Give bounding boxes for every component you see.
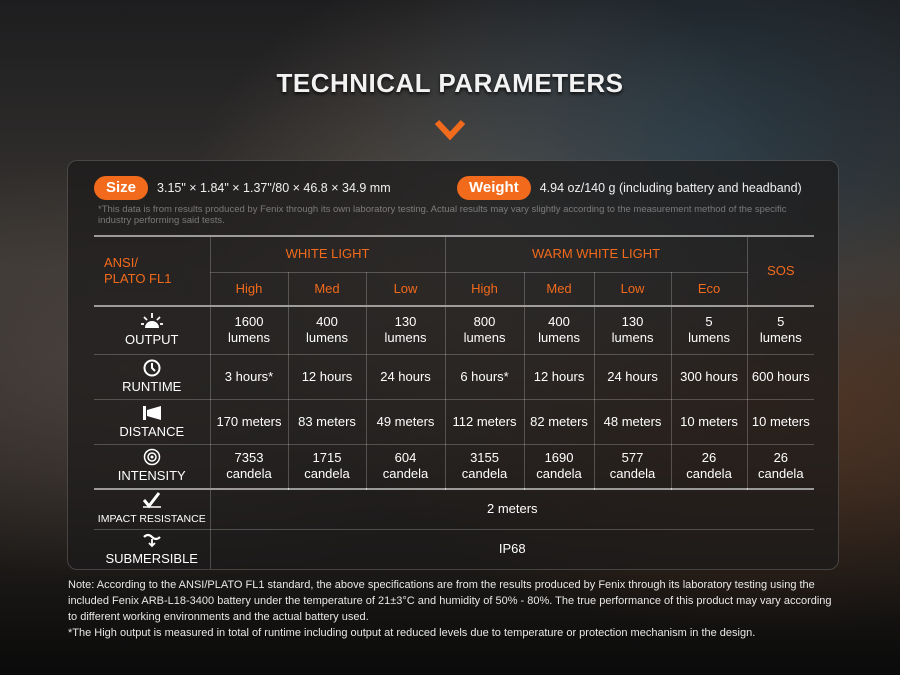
value-cell: 300 hours bbox=[671, 354, 747, 399]
target-intensity-icon bbox=[141, 448, 163, 466]
mode-header: High bbox=[445, 272, 524, 306]
value-cell: 577 candela bbox=[594, 444, 671, 489]
value-cell: 1690 candela bbox=[524, 444, 594, 489]
page-title: TECHNICAL PARAMETERS bbox=[276, 68, 624, 98]
white-light-header: WHITE LIGHT bbox=[210, 236, 445, 272]
mode-header: Med bbox=[288, 272, 366, 306]
value-cell: 82 meters bbox=[524, 399, 594, 444]
testing-disclaimer: *This data is from results produced by Fenix through its own laboratory testing. Actual results may vary slightly according to the measurement method of the specific industry performing said tests. bbox=[98, 204, 787, 226]
value-cell: 24 hours bbox=[594, 354, 671, 399]
sun-burst-icon bbox=[141, 312, 163, 330]
value-cell: 12 hours bbox=[288, 354, 366, 399]
output-row-label: OUTPUT bbox=[94, 306, 210, 354]
runtime-row-label: RUNTIME bbox=[94, 354, 210, 399]
size-spec bbox=[94, 176, 391, 200]
value-cell: 400 lumens bbox=[288, 306, 366, 354]
submersible-label: SUBMERSIBLE bbox=[94, 529, 210, 569]
weight-badge: Weight bbox=[457, 176, 531, 200]
mode-header: Eco bbox=[671, 272, 747, 306]
mode-header: Low bbox=[366, 272, 445, 306]
impact-icon bbox=[141, 491, 163, 509]
value-cell: 10 meters bbox=[671, 399, 747, 444]
footnote bbox=[68, 577, 838, 641]
value-cell: 3155 candela bbox=[445, 444, 524, 489]
value-cell: 600 hours bbox=[747, 354, 814, 399]
value-cell: 1715 candela bbox=[288, 444, 366, 489]
value-cell: 130 lumens bbox=[366, 306, 445, 354]
value-cell: 6 hours* bbox=[445, 354, 524, 399]
mode-header: High bbox=[210, 272, 288, 306]
value-cell: 5 lumens bbox=[671, 306, 747, 354]
size-value: 3.15" × 1.84" × 1.37"/80 × 46.8 × 34.9 mm bbox=[157, 181, 391, 195]
value-cell: 5 lumens bbox=[747, 306, 814, 354]
value-cell: 800 lumens bbox=[445, 306, 524, 354]
beam-distance-icon bbox=[141, 404, 163, 422]
value-cell: 24 hours bbox=[366, 354, 445, 399]
specs-panel bbox=[67, 160, 839, 570]
value-cell: 3 hours* bbox=[210, 354, 288, 399]
value-cell: 12 hours bbox=[524, 354, 594, 399]
size-badge: Size bbox=[94, 176, 148, 200]
parameters-table bbox=[94, 235, 814, 569]
value-cell: 49 meters bbox=[366, 399, 445, 444]
weight-value: 4.94 oz/140 g (including battery and headband) bbox=[539, 181, 802, 195]
mode-header: Med bbox=[524, 272, 594, 306]
value-cell: 604 candela bbox=[366, 444, 445, 489]
note-line1: Note: According to the ANSI/PLATO FL1 standard, the above specifications are from the results produced by Fenix through its laboratory testing using the included Fenix ARB-L18-3400 battery under the temperature of 21±3°C and humidity of 50% - 80%. The true performance of this product may vary according to different working environments and the actual battery used. bbox=[68, 579, 832, 623]
warm-white-light-header: WARM WHITE LIGHT bbox=[445, 236, 747, 272]
impact-resistance-value: 2 meters bbox=[210, 489, 814, 529]
value-cell: 130 lumens bbox=[594, 306, 671, 354]
note-line2: *The High output is measured in total of runtime including output at reduced levels due to temperature or protection mechanism in the design. bbox=[68, 627, 756, 639]
weight-spec bbox=[457, 176, 802, 200]
submersible-icon bbox=[141, 531, 163, 549]
distance-row-label: DISTANCE bbox=[94, 399, 210, 444]
value-cell: 7353 candela bbox=[210, 444, 288, 489]
clock-icon bbox=[141, 359, 163, 377]
value-cell: 48 meters bbox=[594, 399, 671, 444]
value-cell: 26 candela bbox=[747, 444, 814, 489]
impact-resistance-label: IMPACT RESISTANCE bbox=[94, 489, 210, 529]
standard-header bbox=[94, 236, 210, 306]
value-cell: 112 meters bbox=[445, 399, 524, 444]
value-cell: 170 meters bbox=[210, 399, 288, 444]
intensity-row-label: INTENSITY bbox=[94, 444, 210, 489]
value-cell: 26 candela bbox=[671, 444, 747, 489]
sos-header: SOS bbox=[747, 236, 814, 306]
value-cell: 1600 lumens bbox=[210, 306, 288, 354]
value-cell: 10 meters bbox=[747, 399, 814, 444]
submersible-value: IP68 bbox=[210, 529, 814, 569]
value-cell: 400 lumens bbox=[524, 306, 594, 354]
chevron-down-icon bbox=[433, 116, 467, 142]
value-cell: 83 meters bbox=[288, 399, 366, 444]
standard-line1: ANSI/ bbox=[104, 255, 138, 270]
mode-header: Low bbox=[594, 272, 671, 306]
standard-line2: PLATO FL1 bbox=[104, 271, 172, 286]
